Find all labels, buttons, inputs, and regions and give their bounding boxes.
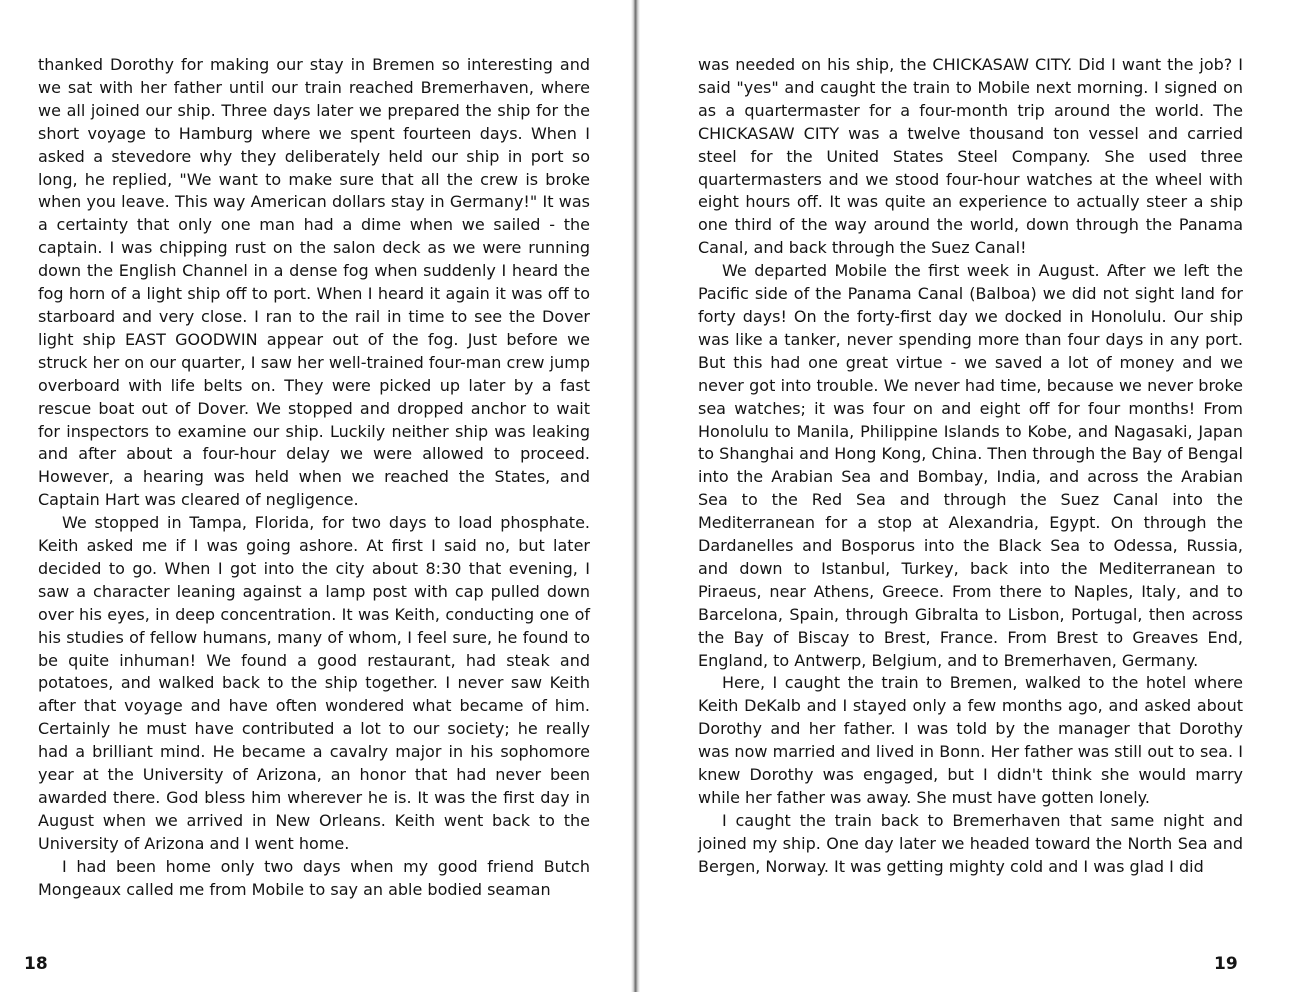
right-paragraph-1: was needed on his ship, the CHICKASAW CITY. Did I want the job? I said "yes" and caught the train to Mobile next morning. I signed on as a quartermaster for a four-month trip around the world. The CHICKASAW CITY was a twelve thousand ton vessel and carried steel for the United States Steel Company. She used three quartermasters and we stood four-hour watches at the wheel with eight hours off. It was quite an experience to actually steer a ship one third of the way around the world, down through the Panama Canal, and back through the Suez Canal! <box>698 55 1243 258</box>
right-page <box>640 0 1292 992</box>
left-paragraph-3: I had been home only two days when my good friend Butch Mongeaux called me from Mobile to say an able bodied seaman <box>38 856 590 899</box>
left-paragraph-2: We stopped in Tampa, Florida, for two days to load phosphate. Keith asked me if I was going ashore. At first I said no, but later decided to go. When I got into the city about 8:30 that evening, I saw a character leaning against a lamp post with cap pulled down over his eyes, in deep concentration. It was Keith, conducting one of his studies of fellow humans, many of whom, I feel sure, he found to be quite inhuman! We found a good restaurant, had steak and potatoes, and walked back to the ship together. I never saw Keith after that voyage and have often wondered what became of him. Certainly he must have contributed a lot to our society; he really had a brilliant mind. He became a cavalry major in his sophomore year at the University of Arizona, an honor that had never been awarded there. God bless him wherever he is. It was the first day in August when we arrived in New Orleans. Keith went back to the University of Arizona and I went home. <box>38 513 590 853</box>
right-paragraph-2: We departed Mobile the first week in August. After we left the Pacific side of the Panama Canal (Balboa) we did not sight land for forty days! On the forty-first day we docked in Honolulu. Our ship was like a tanker, never spending more than four days in any port. But this had one great virtue - we saved a lot of money and we never got into trouble. We never had time, because we never broke sea watches; it was four on and eight off for four months! From Honolulu to Manila, Philippine Islands to Kobe, and Nagasaki, Japan to Shanghai and Hong Kong, China. Then through the Bay of Bengal into the Arabian Sea and Bombay, India, and across the Arabian Sea to the Red Sea and through the Suez Canal into the Mediterranean for a stop at Alexandria, Egypt. On through the Dardanelles and Bosporus into the Black Sea to Odessa, Russia, and down to Istanbul, Turkey, back into the Mediterranean to Piraeus, near Athens, Greece. From there to Naples, Italy, and to Barcelona, Spain, through Gibralta to Lisbon, Portugal, then across the Bay of Biscay to Brest, France. From Brest to Greaves End, England, to Antwerp, Belgium, and to Bremerhaven, Germany. <box>698 261 1243 670</box>
left-page-text <box>38 54 590 902</box>
left-page <box>0 0 631 992</box>
right-page-text <box>698 54 1243 879</box>
left-page-number: 18 <box>24 954 48 974</box>
book-gutter <box>631 0 640 992</box>
right-paragraph-3: Here, I caught the train to Bremen, walked to the hotel where Keith DeKalb and I stayed only a few months ago, and asked about Dorothy and her father. I was told by the manager that Dorothy was now married and lived in Bonn. Her father was still out to sea. I knew Dorothy was engaged, but I didn't think she would marry while her father was away. She must have gotten lonely. <box>698 673 1243 807</box>
right-page-number: 19 <box>1214 954 1238 974</box>
left-paragraph-1: thanked Dorothy for making our stay in Bremen so interesting and we sat with her father until our train reached Bremerhaven, where we all joined our ship. Three days later we prepared the ship for the short voyage to Hamburg where we spent fourteen days. When I asked a stevedore why they deliberately held our ship in port so long, he replied, "We want to make sure that all the crew is broke when you leave. This way American dollars stay in Germany!" It was a certainty that only one man had a dime when we sailed - the captain. I was chipping rust on the salon deck as we were running down the English Channel in a dense fog when suddenly I heard the fog horn of a light ship off to port. When I heard it again it was off to starboard and very close. I ran to the rail in time to see the Dover light ship EAST GOODWIN appear out of the fog. Just before we struck her on our quarter, I saw her well-trained four-man crew jump overboard with life belts on. They were picked up later by a fast rescue boat out of Dover. We stopped and dropped anchor to wait for inspectors to examine our ship. Luckily neither ship was leaking and after about a four-hour delay we were allowed to proceed. However, a hearing was held when we reached the States, and Captain Hart was cleared of negligence. <box>38 55 590 510</box>
right-paragraph-4: I caught the train back to Bremerhaven that same night and joined my ship. One day later we headed toward the North Sea and Bergen, Norway. It was getting mighty cold and I was glad I did <box>698 810 1243 876</box>
